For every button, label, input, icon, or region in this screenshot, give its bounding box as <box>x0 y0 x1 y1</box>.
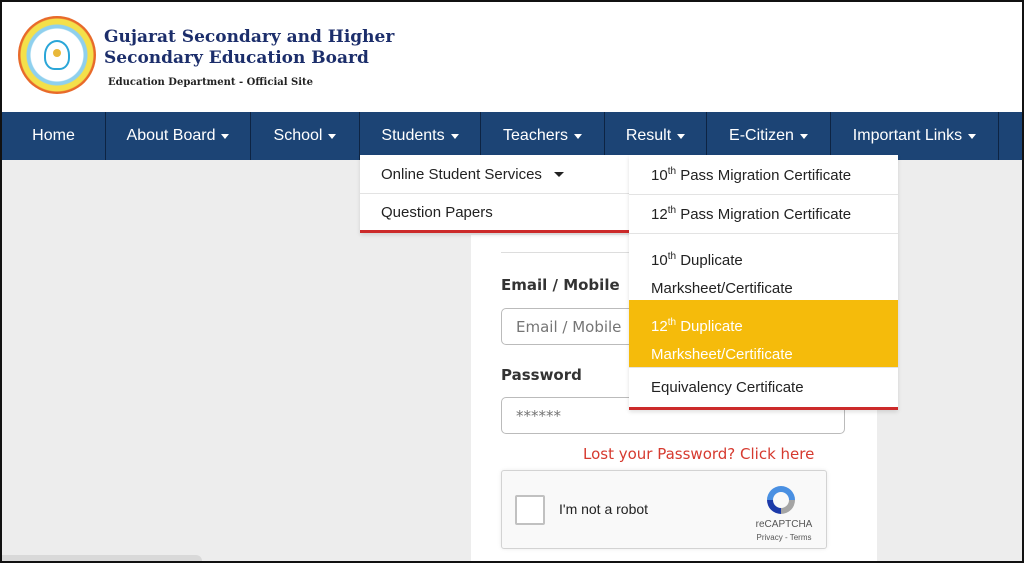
nav-e-citizen-label: E-Citizen <box>729 127 794 144</box>
email-field[interactable] <box>501 308 641 345</box>
menu-item-question-papers[interactable] <box>360 193 630 231</box>
main-navbar <box>2 112 1022 160</box>
nav-school-label: School <box>273 127 323 144</box>
nav-students-label: Students <box>381 127 445 144</box>
nav-students[interactable] <box>360 112 481 160</box>
nav-result-label: Result <box>625 127 672 144</box>
chevron-down-icon <box>451 134 459 139</box>
site-header <box>2 2 1022 112</box>
menu-item-label: 12th Duplicate <box>651 317 743 335</box>
chevron-down-icon <box>574 134 582 139</box>
org-title <box>104 27 394 69</box>
menu-item-label: 12th Pass Migration Certificate <box>651 205 852 223</box>
recaptcha-checkbox[interactable] <box>515 495 545 525</box>
nav-result[interactable] <box>605 112 707 160</box>
menu-item-12th-duplicate-marksheet[interactable] <box>629 300 898 367</box>
menu-item-equivalency-certificate[interactable] <box>629 367 898 406</box>
nav-e-citizen[interactable] <box>707 112 831 160</box>
menu-item-label: 10th Duplicate <box>651 251 743 269</box>
recaptcha-icon <box>764 483 798 517</box>
menu-item-label: 10th Pass Migration Certificate <box>651 165 852 184</box>
chevron-down-icon <box>328 134 336 139</box>
password-label: Password <box>501 366 582 384</box>
menu-item-label-line2: Marksheet/Certificate <box>651 280 793 297</box>
menu-item-label: Equivalency Certificate <box>651 378 804 396</box>
menu-item-label: Online Student Services <box>381 165 542 183</box>
divider <box>501 252 631 253</box>
chevron-down-icon <box>554 172 564 177</box>
recaptcha-privacy-terms[interactable]: Privacy - Terms <box>756 533 812 542</box>
menu-item-10th-duplicate-marksheet[interactable] <box>629 233 898 300</box>
recaptcha-brand: reCAPTCHA <box>755 519 813 530</box>
org-title-line2: Secondary Education Board <box>104 48 369 68</box>
bottom-scroll-strip <box>2 555 202 563</box>
menu-item-online-student-services[interactable] <box>360 155 630 193</box>
nav-about-board-label: About Board <box>126 127 216 144</box>
menu-item-12th-pass-migration[interactable] <box>629 194 898 233</box>
gshseb-logo-icon[interactable] <box>18 16 96 94</box>
chevron-down-icon <box>677 134 685 139</box>
email-label: Email / Mobile <box>501 276 620 294</box>
org-title-line1: Gujarat Secondary and Higher <box>104 27 395 47</box>
org-subtitle: Education Department - Official Site <box>108 77 313 88</box>
menu-item-label-line2: Marksheet/Certificate <box>651 346 793 363</box>
recaptcha-label: I'm not a robot <box>559 501 649 517</box>
menu-item-label: Question Papers <box>381 204 493 221</box>
students-dropdown <box>360 155 630 233</box>
nav-teachers[interactable] <box>481 112 605 160</box>
nav-home[interactable] <box>2 112 106 160</box>
nav-home-label: Home <box>32 127 75 144</box>
chevron-down-icon <box>221 134 229 139</box>
menu-item-10th-pass-migration[interactable] <box>629 155 898 194</box>
student-services-submenu <box>629 155 898 410</box>
logo-center-dot <box>53 49 61 57</box>
nav-important-links[interactable] <box>831 112 999 160</box>
recaptcha-widget <box>501 470 827 549</box>
lost-password-link[interactable]: Lost your Password? Click here <box>583 445 815 463</box>
nav-teachers-label: Teachers <box>503 127 568 144</box>
nav-school[interactable] <box>251 112 360 160</box>
nav-important-links-label: Important Links <box>852 127 963 144</box>
chevron-down-icon <box>800 134 808 139</box>
chevron-down-icon <box>968 134 976 139</box>
nav-about-board[interactable] <box>106 112 251 160</box>
